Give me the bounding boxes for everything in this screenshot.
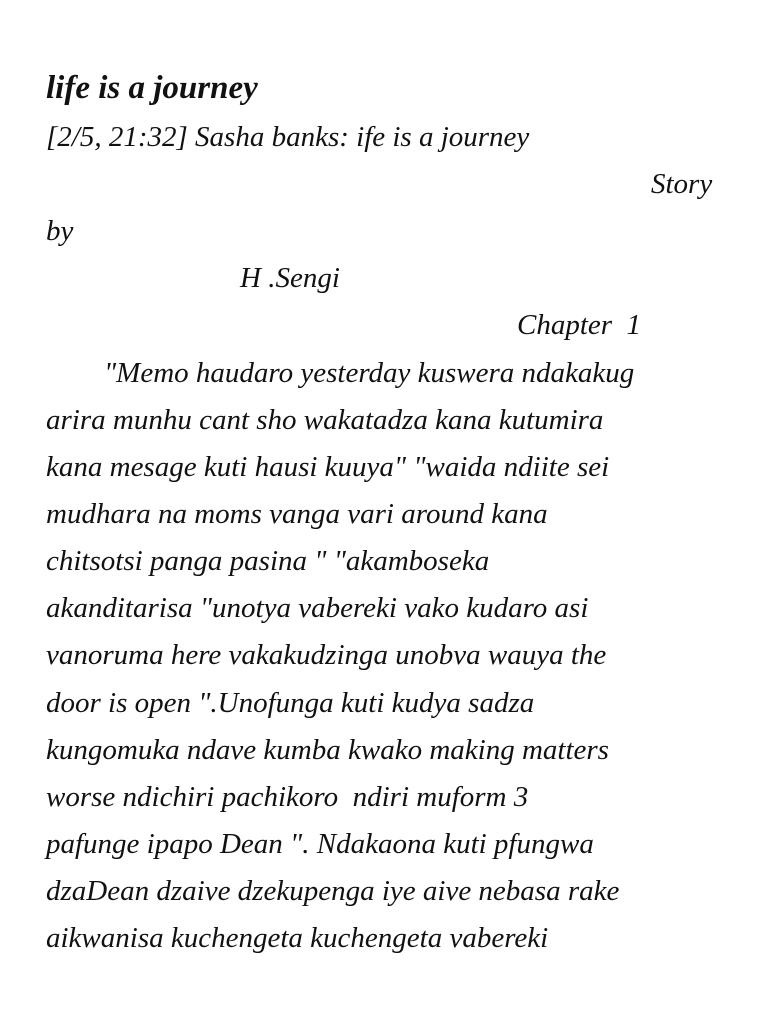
by-label: by	[46, 215, 74, 247]
document-title: life is a journey	[46, 70, 258, 106]
body-line: worse ndichiri pachikoro ndiri muform 3	[46, 781, 529, 813]
body-line: akanditarisa "unotya vabereki vako kudaro asi	[46, 592, 589, 624]
author-name: H .Sengi	[240, 262, 340, 294]
body-line: "Memo haudaro yesterday kuswera ndakakug	[104, 357, 635, 389]
header-line: [2/5, 21:32] Sasha banks: ife is a journey	[46, 121, 530, 153]
body-line: pafunge ipapo Dean ". Ndakaona kuti pfungwa	[46, 828, 594, 860]
body-line: arira munhu cant sho wakatadza kana kutumira	[46, 404, 604, 436]
body-line: vanoruma here vakakudzinga unobva wauya the	[46, 639, 607, 671]
body-line: mudhara na moms vanga vari around kana	[46, 498, 548, 530]
body-line: door is open ".Unofunga kuti kudya sadza	[46, 687, 535, 719]
body-line: aikwanisa kuchengeta kuchengeta vabereki	[46, 922, 549, 954]
chapter-heading: Chapter 1	[517, 309, 642, 341]
body-line: kana mesage kuti hausi kuuya" "waida ndiite sei	[46, 451, 610, 483]
body-line: chitsotsi panga pasina " "akamboseka	[46, 545, 490, 577]
body-line: dzaDean dzaive dzekupenga iye aive nebasa rake	[46, 875, 620, 907]
story-label: Story	[651, 168, 713, 200]
body-line: kungomuka ndave kumba kwako making matters	[46, 734, 609, 766]
